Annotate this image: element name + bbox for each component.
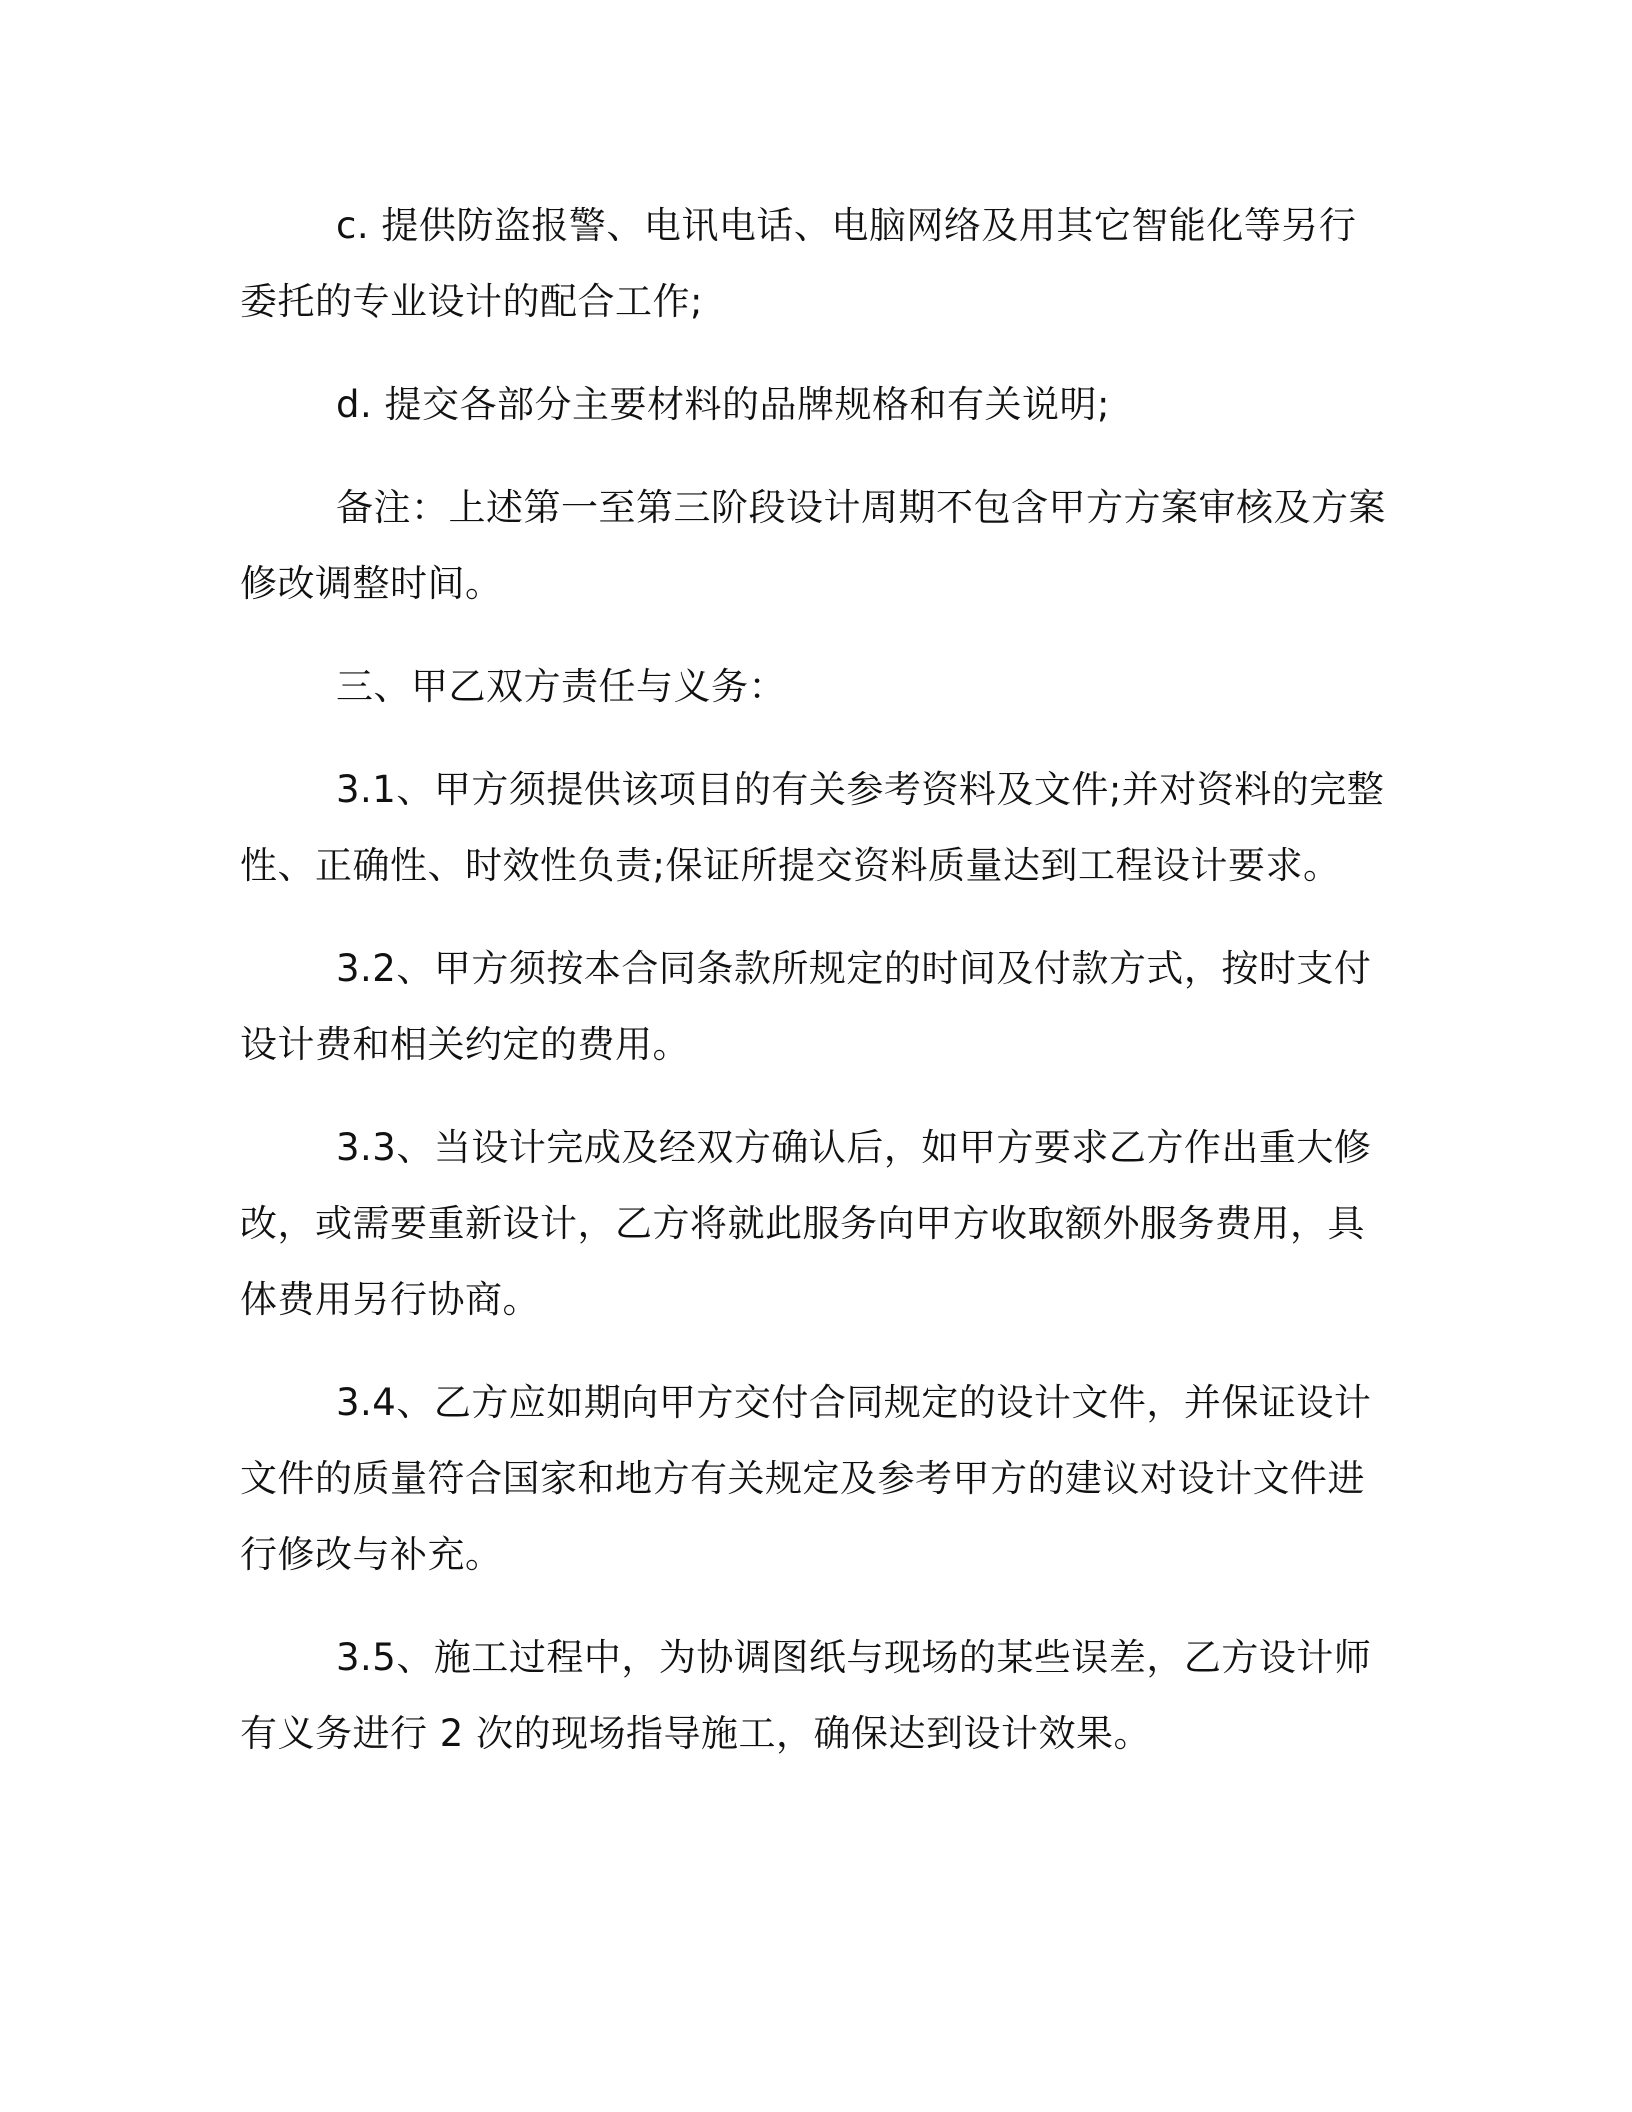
paragraph-3-2: 3.2、甲方须按本合同条款所规定的时间及付款方式，按时支付设计费和相关约定的费用。: [240, 947, 1372, 1066]
paragraph-item-d: d. 提交各部分主要材料的品牌规格和有关说明;: [336, 383, 1110, 426]
paragraph-3-5: 3.5、施工过程中，为协调图纸与现场的某些误差，乙方设计师有义务进行 2 次的现场指导施工，确保达到设计效果。: [240, 1636, 1372, 1755]
paragraph-note: 备注：上述第一至第三阶段设计周期不包含甲方方案审核及方案修改调整时间。: [240, 486, 1386, 605]
paragraph-3-4: 3.4、乙方应如期向甲方交付合同规定的设计文件，并保证设计文件的质量符合国家和地方有关规定及参考甲方的建议对设计文件进行修改与补充。: [240, 1381, 1372, 1576]
section-heading: 三、甲乙双方责任与义务：: [336, 665, 786, 708]
paragraph-item-c: c. 提供防盗报警、电讯电话、电脑网络及用其它智能化等另行委托的专业设计的配合工作;: [240, 204, 1357, 323]
document-body: [240, 188, 1390, 1799]
paragraph-3-1: 3.1、甲方须提供该项目的有关参考资料及文件;并对资料的完整性、正确性、时效性负责;保证所提交资料质量达到工程设计要求。: [240, 768, 1385, 887]
paragraph-3-3: 3.3、当设计完成及经双方确认后，如甲方要求乙方作出重大修改，或需要重新设计，乙方将就此服务向甲方收取额外服务费用，具体费用另行协商。: [240, 1126, 1372, 1321]
